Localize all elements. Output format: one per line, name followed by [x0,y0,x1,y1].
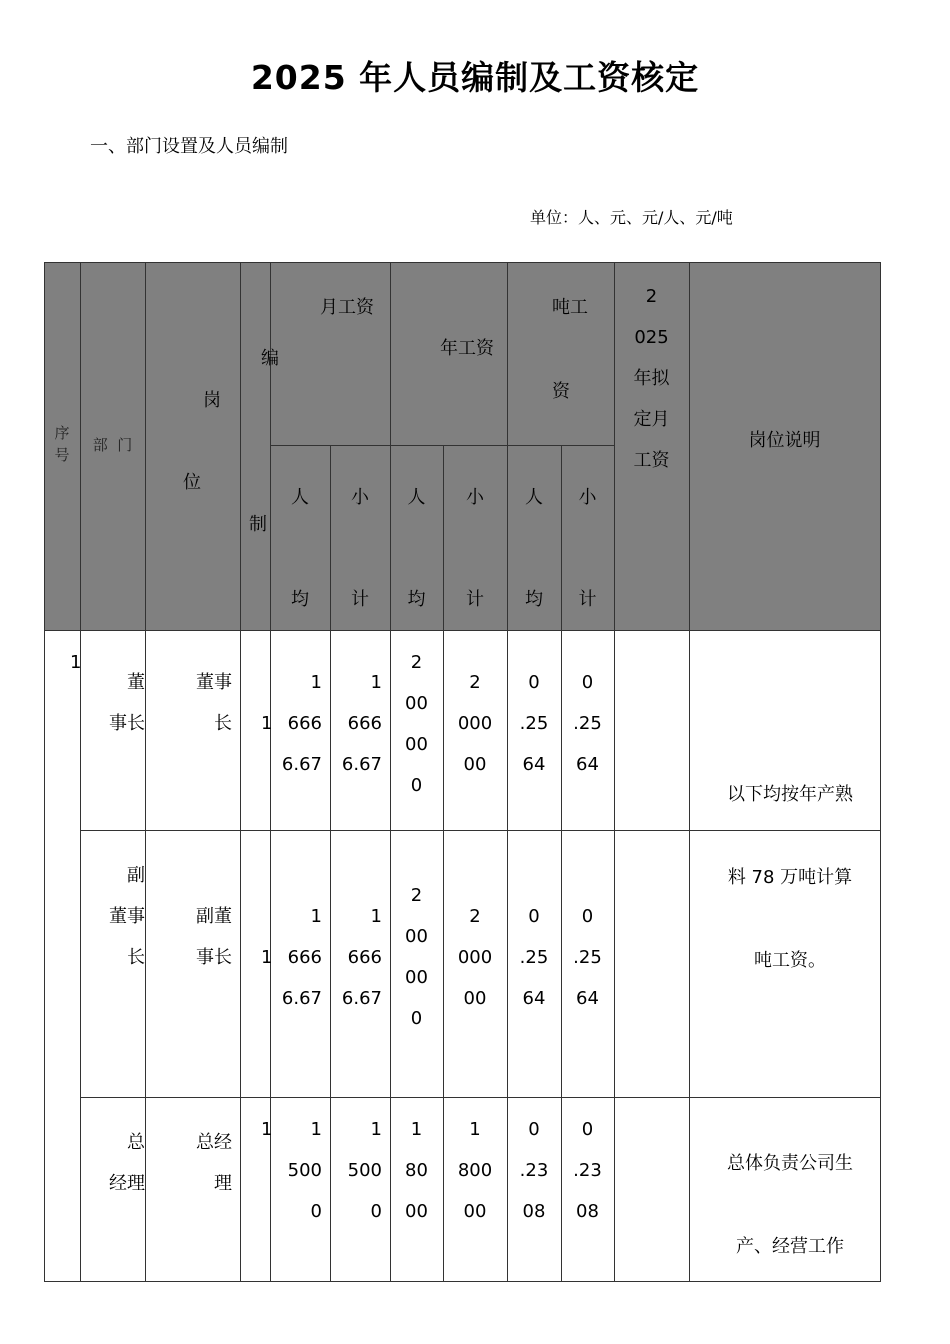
row-y-total: 1 800 00 [457,1119,493,1222]
row-post: 总经 理 [196,1132,232,1194]
row-quota: 1 [261,947,273,968]
header-dept: 部 门 [92,436,133,454]
row-y-total: 2 000 00 [457,672,493,775]
row-m-total: 1 666 6.67 [341,906,382,1009]
row-dept: 总 经理 [109,1132,145,1194]
header-post: 岗 [203,390,221,411]
header-planned-wage: 2 025 年拟 定月 工资 [633,286,670,471]
row-y-total: 2 000 00 [457,906,493,1009]
unit-note: 单位：人、元、元/人、元/吨 [530,208,733,227]
header-monthly-wage: 月工资 [320,297,374,318]
row-seq: 1 [70,652,82,673]
row-y-avg: 2 00 00 0 [405,885,428,1029]
row-t-total: 0 .23 08 [573,1119,602,1222]
header-seq: 序 号 [54,424,70,464]
row-t-avg: 0 .23 08 [519,1119,549,1222]
header-quota: 编 [261,348,279,369]
post-description-shared: 以下均按年产熟 料 78 万吨计算 吨工资。 [727,784,853,971]
row-dept: 董 事长 [109,672,145,734]
section-heading: 一、部门设置及人员编制 [90,136,288,157]
row-y-avg: 1 80 00 [405,1119,428,1222]
header-bottom-line [44,630,881,631]
header-t-avg: 人 均 [525,487,543,610]
header-y-avg: 人 均 [407,487,426,610]
row-t-avg: 0 .25 64 [519,906,549,1009]
header-post: 位 [183,472,201,493]
row-m-avg: 1 666 6.67 [281,906,322,1009]
row-t-total: 0 .25 64 [573,672,602,775]
row-m-avg: 1 500 0 [287,1119,322,1222]
header-annual-wage: 年工资 [440,338,494,359]
col-line [44,262,45,1282]
col-line [240,262,241,1282]
table-border-top [44,262,881,263]
header-m-avg: 人 均 [291,487,309,610]
col-line [689,262,690,1282]
table-border-right [880,262,881,1282]
row-quota: 1 [261,713,273,734]
header-description: 岗位说明 [748,430,821,451]
header-ton-wage: 吨工 资 [552,297,588,402]
row-y-avg: 2 00 00 0 [405,652,428,796]
row-m-total: 1 666 6.67 [341,672,382,775]
row-t-total: 0 .25 64 [573,906,602,1009]
row-t-avg: 0 .25 64 [519,672,549,775]
header-m-total: 小 计 [351,487,369,610]
page-title: 2025 年人员编制及工资核定 [250,58,700,97]
row-m-avg: 1 666 6.67 [281,672,322,775]
row-dept: 副 董事 长 [109,865,145,968]
header-t-total: 小 计 [578,487,597,610]
post-description-gm: 总体负责公司生 产、经营工作 [727,1153,853,1257]
row-post: 副董 事长 [196,906,232,968]
row-post: 董事 长 [196,672,232,734]
row-m-total: 1 500 0 [347,1119,382,1222]
header-quota: 制 [249,514,267,535]
row-line [80,1097,881,1098]
row-quota: 1 [261,1119,273,1140]
header-y-total: 小 计 [466,487,484,610]
